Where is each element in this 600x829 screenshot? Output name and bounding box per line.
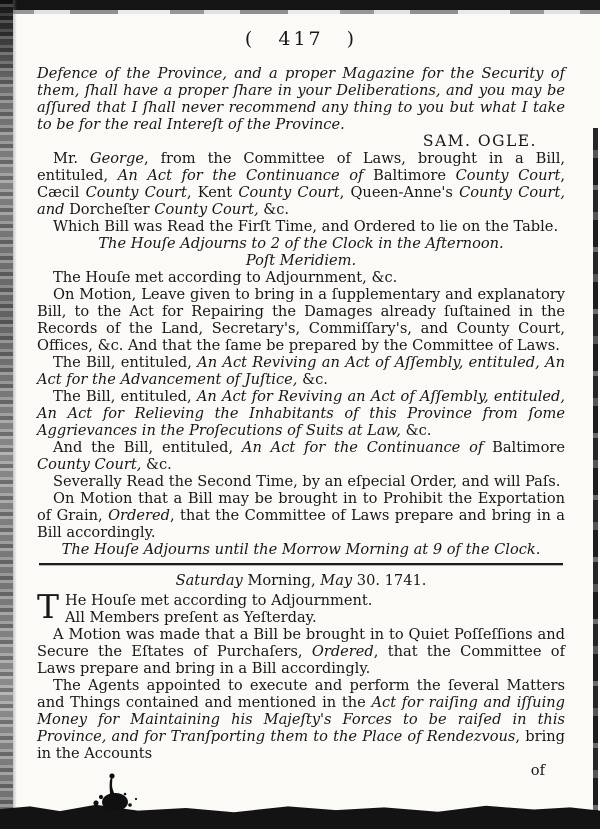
text-run: County Court, bbox=[37, 456, 146, 473]
text-run: County Court, bbox=[154, 201, 264, 218]
text-run: On Motion, Leave given to bring in a ſupplementary and explanatory Bill, to the Act for Repairing the Damages already ſuſtained in the Records of the Land, Secretary's, Commiſſary's, and County Court, Offices, &c. And that the ſame be prepared by the Committee of Laws. bbox=[37, 286, 565, 354]
page-text bbox=[37, 24, 565, 779]
text-blocks bbox=[37, 65, 565, 779]
text-run: The Bill, entituled, bbox=[53, 388, 197, 405]
motion-supplementary-bill bbox=[37, 286, 565, 354]
adjournment-to-morrow bbox=[37, 541, 565, 558]
page-number: ( 417 ) bbox=[244, 28, 358, 50]
bill-introduction bbox=[37, 150, 565, 218]
text-run: , Kent bbox=[186, 184, 239, 201]
agents-accounts bbox=[37, 677, 565, 762]
text-run: Dorcheſter bbox=[69, 201, 155, 218]
text-run: May bbox=[320, 572, 357, 589]
text-run: Morning, bbox=[247, 572, 321, 589]
bill-relieving-inhabitants bbox=[37, 388, 565, 439]
scan-edge-top bbox=[0, 0, 600, 10]
catchword bbox=[37, 762, 565, 779]
bill-baltimore-county-court bbox=[37, 439, 565, 473]
text-run: Defence of the Province, and a proper Magazine for the Security of them, ſhall have a proper ſhare in your Deliberations, and you may be aſſured that I ſhall never recommend any thing to you but what I take to be for the real Intereſt of the Province. bbox=[37, 65, 565, 133]
post-meridiem-heading bbox=[37, 252, 565, 269]
text-run: An Act for Reviving an Act of Aſſembly, entituled, An Act for Relieving the Inhabitants of this Province from ſome Aggrievances in the Proſecutions of Suits at Law, bbox=[37, 388, 566, 439]
text-run: &c. bbox=[302, 371, 328, 388]
house-met-saturday bbox=[37, 587, 565, 626]
text-run: The Bill, entituled, bbox=[53, 354, 198, 371]
text-run: All Members preſent as Yeſterday. bbox=[65, 609, 317, 626]
text-run: County Court bbox=[85, 184, 187, 201]
text-run: Saturday bbox=[175, 572, 248, 589]
house-met-afternoon bbox=[37, 269, 565, 286]
text-run: County Court bbox=[455, 167, 561, 184]
text-run: Baltimore bbox=[492, 439, 565, 456]
text-run: , from the Committee of Laws, brought in a Bill, entituled, bbox=[37, 150, 565, 184]
motion-quiet-possessions bbox=[37, 626, 565, 677]
text-run: SAM. OGLE. bbox=[422, 132, 537, 150]
text-run: , that the Committee of Laws prepare and bring in a Bill accordingly. bbox=[37, 507, 565, 541]
first-reading bbox=[37, 218, 565, 235]
text-run: The Houſe Adjourns to 2 of the Clock in the Afternoon. bbox=[98, 235, 504, 252]
text-run: An Act for the Continuance of bbox=[241, 439, 493, 456]
text-run: Mr. bbox=[53, 150, 90, 167]
text-run: &c. bbox=[145, 456, 172, 473]
text-run: He Houſe met according to Adjournment. bbox=[65, 592, 373, 609]
scan-edge-right bbox=[593, 128, 598, 811]
second-reading bbox=[37, 473, 565, 490]
text-run: County Court, and bbox=[37, 184, 566, 218]
text-run: And the Bill, entituled, bbox=[53, 439, 242, 456]
text-run: A Motion was made that a Bill be brought in to Quiet Poſſeſſions and Secure the Eſtates of Purchaſers, bbox=[37, 626, 565, 660]
text-run: Poſt Meridiem. bbox=[245, 252, 357, 269]
text-run: Ordered bbox=[108, 507, 170, 524]
text-run: Ordered bbox=[311, 643, 374, 660]
scan-edge-left bbox=[0, 0, 13, 829]
text-run: Baltimore bbox=[373, 167, 456, 184]
text-run: , that the Committee of Laws prepare and bring in a Bill accordingly. bbox=[37, 643, 565, 677]
text-run: Severally Read the Second Time, by an eſpecial Order, and will Paſs. bbox=[53, 473, 561, 490]
text-run: An Act Reviving an Act of Aſſembly, entituled, An Act for the Advancement of Juſtice, bbox=[37, 354, 565, 388]
text-run: , Queen-Anne's bbox=[339, 184, 460, 201]
text-run: &c. bbox=[263, 201, 290, 218]
text-run: An Act for the Continuance of bbox=[117, 167, 374, 184]
text-run: The Houſe Adjourns until the Morrow Morning at 9 of the Clock. bbox=[61, 541, 541, 558]
text-run: 30. 1741. bbox=[356, 572, 427, 589]
text-run: The Agents appointed to execute and perform the ſeveral Matters and Things contained and mentioned in the bbox=[37, 677, 565, 711]
text-run: Which Bill was Read the Firſt Time, and Ordered to lie on the Table. bbox=[53, 218, 559, 235]
governor-speech-closing bbox=[37, 65, 565, 133]
text-run: George bbox=[89, 150, 144, 167]
text-run: The Houſe met according to Adjournment, &c. bbox=[53, 269, 398, 286]
text-run: Act for raiſing and iſſuing Money for Maintaining his Majeſty's Forces to be raiſed in this Province, and for Tranſporting them to the Place of Rendezvous bbox=[37, 694, 565, 745]
text-run: of bbox=[530, 762, 545, 779]
bill-advancement-of-justice bbox=[37, 354, 565, 388]
text-run: On Motion that a Bill may be brought in to Prohibit the Exportation of Grain, bbox=[37, 490, 565, 524]
drop-cap: T bbox=[37, 587, 60, 626]
text-run: , bring in the Accounts bbox=[37, 728, 565, 762]
motion-grain-exportation bbox=[37, 490, 565, 541]
text-run: County Court bbox=[238, 184, 340, 201]
session-date-heading bbox=[37, 572, 565, 589]
adjournment-to-afternoon bbox=[37, 235, 565, 252]
section-rule bbox=[39, 563, 563, 565]
signature bbox=[37, 133, 565, 150]
text-run: , Cæcil bbox=[37, 167, 565, 201]
text-run: &c. bbox=[405, 422, 432, 439]
